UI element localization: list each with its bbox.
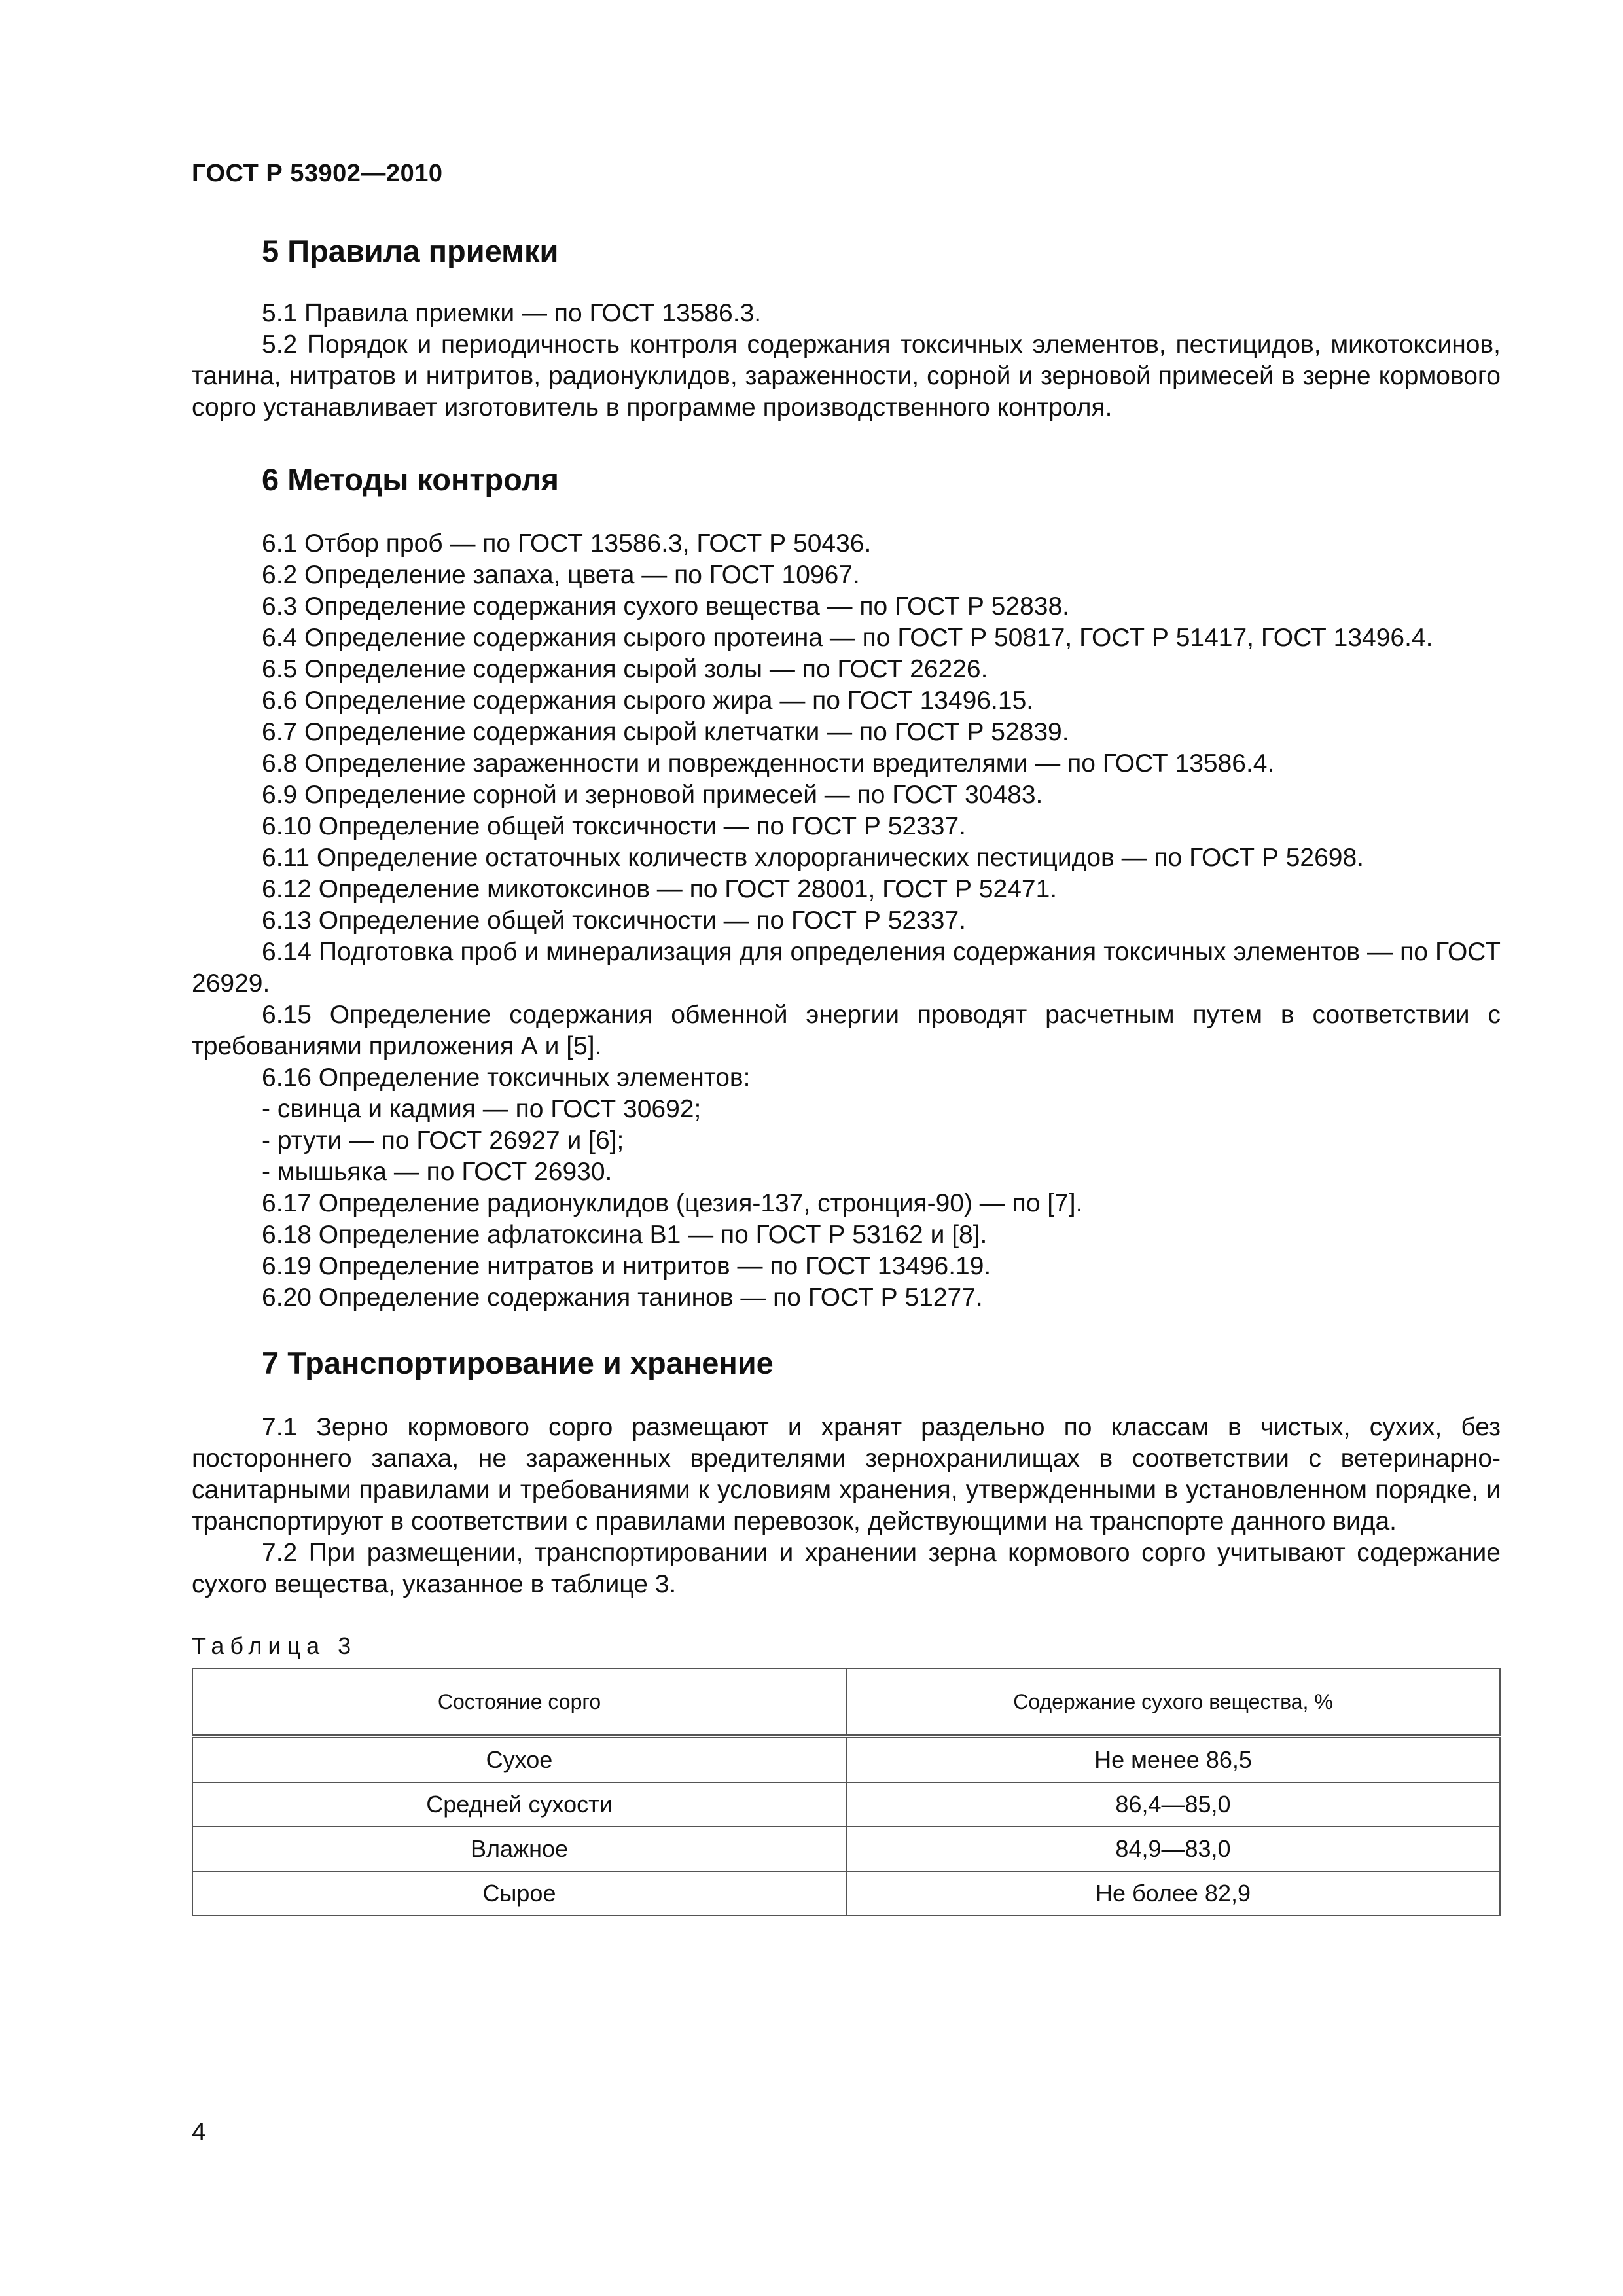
page-number: 4 (192, 2118, 206, 2146)
list-sub-item: - мышьяка — по ГОСТ 26930. (262, 1158, 613, 1186)
list-item: 6.15 Определение содержания обменной энергии проводят расчетным путем в соответствии с требованиями приложения А и [5]. (192, 1001, 1501, 1060)
list-item: 6.20 Определение содержания танинов — по ГОСТ Р 51277. (262, 1283, 983, 1312)
list-item: 6.9 Определение сорной и зерновой примесей — по ГОСТ 30483. (262, 781, 1043, 809)
section-6-list (192, 528, 1501, 1314)
list-sub-item: - ртути — по ГОСТ 26927 и [6]; (262, 1126, 624, 1155)
section-6-title: 6 Методы контроля (262, 462, 559, 497)
list-item: 6.4 Определение содержания сырого протеина — по ГОСТ Р 50817, ГОСТ Р 51417, ГОСТ 13496.4. (262, 624, 1433, 652)
list-item: 6.12 Определение микотоксинов — по ГОСТ 28001, ГОСТ Р 52471. (262, 875, 1058, 903)
list-item: 6.6 Определение содержания сырого жира — по ГОСТ 13496.15. (262, 687, 1034, 715)
table-row (192, 1827, 1500, 1871)
list-item: 6.13 Определение общей токсичности — по ГОСТ Р 52337. (262, 906, 966, 935)
table-row (192, 1782, 1500, 1827)
section-7-body (192, 1412, 1501, 1600)
list-item: 6.18 Определение афлатоксина В1 — по ГОСТ Р 53162 и [8]. (262, 1221, 988, 1249)
table-cell: Влажное (192, 1827, 846, 1871)
table-3 (192, 1668, 1501, 1916)
table-header-row (192, 1668, 1500, 1736)
list-item: 6.10 Определение общей токсичности — по ГОСТ Р 52337. (262, 812, 966, 840)
paragraph-7-2: 7.2 При размещении, транспортировании и хранении зерна кормового сорго учитывают содержание сухого вещества, указанное в таблице 3. (192, 1539, 1501, 1598)
table-cell: 86,4—85,0 (846, 1782, 1500, 1827)
document-header: ГОСТ Р 53902—2010 (192, 160, 443, 187)
table-cell: Не менее 86,5 (846, 1736, 1500, 1782)
list-item: 6.19 Определение нитратов и нитритов — по ГОСТ 13496.19. (262, 1252, 991, 1280)
section-5-body (192, 298, 1501, 423)
list-item: 6.17 Определение радионуклидов (цезия-137, стронция-90) — по [7]. (262, 1189, 1083, 1217)
section-5-title: 5 Правила приемки (262, 234, 559, 268)
list-item: 6.3 Определение содержания сухого вещества — по ГОСТ Р 52838. (262, 592, 1069, 620)
table-caption: Таблица 3 (192, 1632, 357, 1659)
paragraph-5-1: 5.1 Правила приемки — по ГОСТ 13586.3. (262, 299, 762, 327)
list-item: 6.11 Определение остаточных количеств хлорорганических пестицидов — по ГОСТ Р 52698. (262, 844, 1364, 872)
table-cell: Не более 82,9 (846, 1871, 1500, 1916)
list-item: 6.16 Определение токсичных элементов: (262, 1064, 751, 1092)
table-cell: 84,9—83,0 (846, 1827, 1500, 1871)
table-cell: Сырое (192, 1871, 846, 1916)
table-row (192, 1736, 1500, 1782)
table-cell: Средней сухости (192, 1782, 846, 1827)
list-item: 6.14 Подготовка проб и минерализация для определения содержания токсичных элементов — по ГОСТ 26929. (192, 938, 1501, 997)
list-item: 6.8 Определение зараженности и поврежденности вредителями — по ГОСТ 13586.4. (262, 749, 1275, 778)
paragraph-7-1: 7.1 Зерно кормового сорго размещают и хранят раздельно по классам в чистых, сухих, без постороннего запаха, не зараженных вредителями зернохранилищах в соответствии с ветеринарно-санитарными правилами и требованиями к условиям хранения, утвержденными в установленном порядке, и транспортируют в соответствии с правилами перевозок, действующими на транспорте данного вида. (192, 1413, 1501, 1535)
column-header: Состояние сорго (192, 1668, 846, 1736)
list-item: 6.2 Определение запаха, цвета — по ГОСТ 10967. (262, 561, 860, 589)
list-item: 6.5 Определение содержания сырой золы — по ГОСТ 26226. (262, 655, 988, 683)
table-cell: Сухое (192, 1736, 846, 1782)
table-row (192, 1871, 1500, 1916)
column-header: Содержание сухого вещества, % (846, 1668, 1500, 1736)
section-7-title: 7 Транспортирование и хранение (262, 1346, 774, 1380)
list-item: 6.1 Отбор проб — по ГОСТ 13586.3, ГОСТ Р 50436. (262, 529, 872, 558)
paragraph-5-2: 5.2 Порядок и периодичность контроля содержания токсичных элементов, пестицидов, микотоксинов, танина, нитратов и нитритов, радионуклидов, зараженности, сорной и зерновой примесей в зерне кормового сорго устанавливает изготовитель в программе производственного контроля. (192, 331, 1501, 422)
list-item: 6.7 Определение содержания сырой клетчатки — по ГОСТ Р 52839. (262, 718, 1069, 746)
list-sub-item: - свинца и кадмия — по ГОСТ 30692; (262, 1095, 702, 1123)
